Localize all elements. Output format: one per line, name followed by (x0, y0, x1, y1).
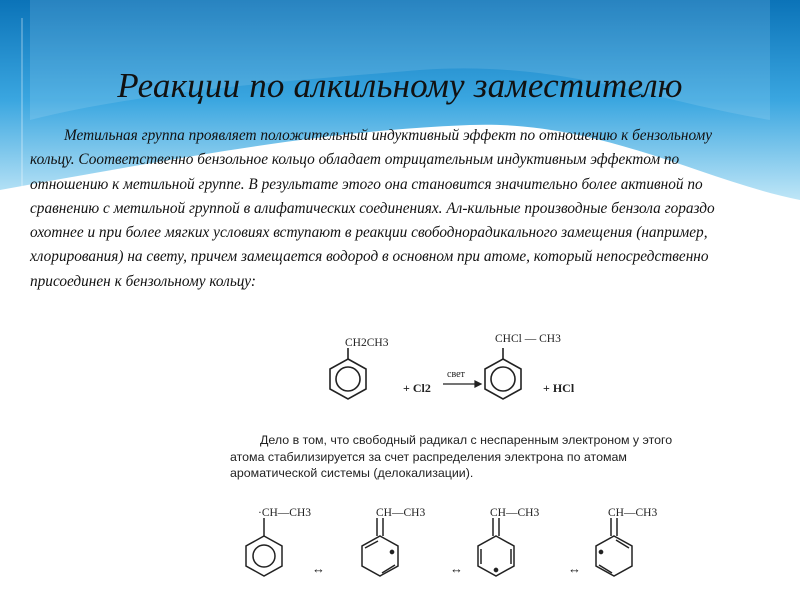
resonance-ring-2 (362, 518, 398, 576)
resonance-ring-1 (246, 518, 282, 576)
resonance-ring-4 (596, 518, 632, 576)
byproduct-label: + HCl (543, 381, 575, 395)
arrow-label: свет (447, 369, 465, 380)
chlorination-reaction-figure (315, 326, 615, 416)
resonance-arrow-3: ↔ (568, 561, 581, 576)
resonance-substituent-1: ·CH—CH3 (258, 507, 312, 519)
reactant-benzene-ring (330, 348, 366, 399)
resonance-ring-3 (478, 518, 514, 576)
resonance-arrow-1: ↔ (312, 561, 325, 576)
reagent-label: + Cl2 (403, 381, 431, 395)
resonance-arrow-2: ↔ (450, 561, 463, 576)
resonance-substituent-3: CH—CH3 (490, 507, 540, 519)
resonance-structures-figure (228, 498, 688, 598)
radical-explanation-note: Дело в том, что свободный радикал с неспаренным электроном у этого атома стабилизируется за счет распределения электрона по атомам ароматической системы (делокализации). (230, 433, 673, 480)
resonance-substituent-4: CH—CH3 (608, 507, 658, 519)
resonance-substituent-2: CH—CH3 (376, 507, 426, 519)
reaction-arrow (443, 381, 481, 387)
product-benzene-ring (485, 348, 521, 399)
slide-body-text: Метильная группа проявляет положительный индуктивный эффект по отношению к бензольному кольцу. Соответственно бензольное кольцо обладает отрицательным индуктивным эффектом по отношению к метильной группе. В результате этого она становится значительно более активной по сравнению с метильной группой в алифатических соединениях. Ал-кильные производные бензола гораздо охотнее и при более мягких условиях вступают в реакции свободнорадикального замещения (например, хлорирования) на свету, причем замещается водород в основном при атоме, который непосредственно присоединен к бензольному кольцу: (30, 127, 715, 290)
product-substituent: CHCl — CH3 (495, 333, 561, 345)
reactant-substituent: CH2CH3 (345, 337, 389, 349)
slide-title: Реакции по алкильному заместителю (117, 66, 683, 105)
